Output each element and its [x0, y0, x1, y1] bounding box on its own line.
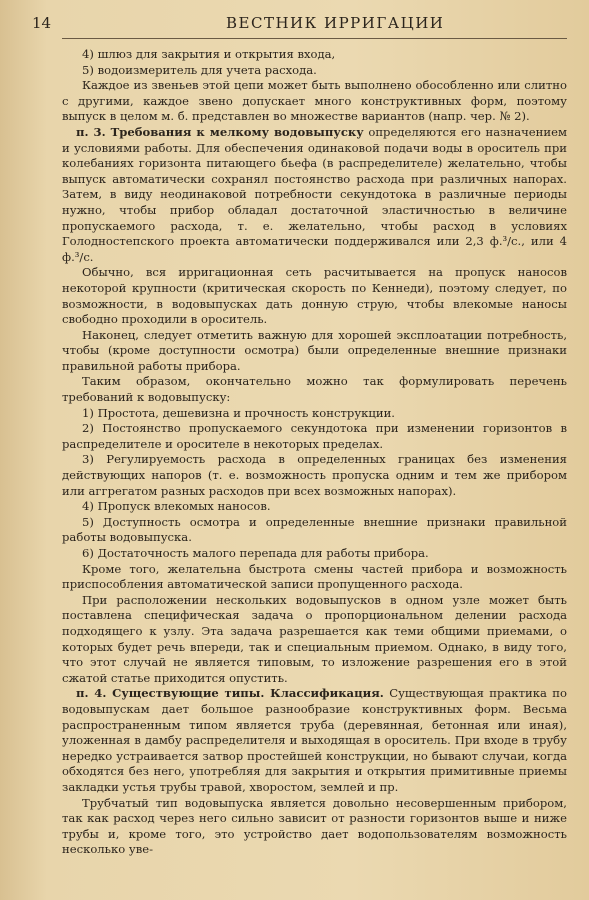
page-number: 14: [32, 14, 52, 32]
paragraph: [62, 78, 567, 125]
paragraph: [62, 796, 567, 858]
paragraph: [62, 562, 567, 593]
paragraph-text: определяются его назначением и условиями работы. Для обеспечения одинаковой подачи воды в ороситель при колебаниях горизонта питающего бьефа (в распределителе) желательно, чтобы выпуск автоматически сохранял постоянство расхода при различных напорах. Затем, в виду неодинаковой потребности секундотока в различные периоды нужно, чтобы прибор обладал достаточной эластичностью в величине пропускаемого расхода, т. е. желательно, чтобы расход в условиях Голодностепского проекта автоматически поддерживался или 2,3 ф.³/с., или 4 ф.³/с.: [62, 124, 567, 264]
list-item: [62, 546, 567, 562]
list-item: [62, 452, 567, 499]
journal-title: ВЕСТНИК ИРРИГАЦИИ: [226, 14, 445, 32]
paragraph-text: Обычно, вся ирригационная сеть расчитывается на пропуск наносов некоторой крупности (критическая скорость по Кеннеди), поэтому следует, по возможности, в водовыпусках дать донную струю, чтобы влекомые наносы свободно проходили в ороситель.: [62, 265, 567, 327]
section-paragraph: [62, 125, 567, 265]
paragraph: [62, 593, 567, 687]
list-item: [62, 499, 567, 515]
paragraph-text: Каждое из звеньев этой цепи может быть выполнено обособленно или слитно с другими, каждое звено допускает много конструктивных форм, поэтому выпуск в целом м. б. представлен во множестве вариантов (напр. чер. № 2).: [62, 78, 567, 124]
paragraph-text: Существующая практика по водовыпускам дает большое разнообразие конструктивных форм. Весьма распространенным типом является труба (деревянная, бетонная или иная), уложенная в дамбу распределителя и выходящая в ороситель. При входе в трубу нередко устраивается затвор простейшей конструкции, но бывают случаи, когда обходятся без него, употребляя для закрытия и открытия примитивные приемы закладки устья трубы травой, хворостом, землей и пр.: [62, 686, 567, 794]
paragraph-text: 5) Доступность осмотра и определенные внешние признаки правильной работы водовыпуска.: [62, 514, 567, 545]
article-body: [62, 47, 567, 858]
paragraph-text: 4) шлюз для закрытия и открытия входа,: [82, 47, 336, 61]
paragraph: [62, 265, 567, 327]
paragraph-text: 2) Постоянство пропускаемого секундотока при изменении горизонтов в распределителе и оросителе в некоторых пределах.: [62, 421, 567, 451]
paragraph-text: 4) Пропуск влекомых наносов.: [82, 499, 271, 514]
paragraph-text: Наконец, следует отметить важную для хорошей эксплоатации потребность, чтобы (кроме доступности осмотра) были определенные внешние признаки правильной работы прибора.: [62, 327, 567, 373]
list-item: [62, 406, 567, 422]
paragraph-text: При расположении нескольких водовыпусков в одном узле может быть поставлена специфическая задача о пропорциональном делении расхода подходящего к узлу. Эта задача разрешается как теми общими приемами, о которых будет речь впереди, так и специальным приемом. Однако, в виду того, что этот случай не является типовым, то изложение разрешения его в этой сжатой статье приходится опустить.: [62, 592, 567, 685]
list-item: [62, 47, 567, 63]
paragraph: [62, 374, 567, 405]
paragraph-text: 1) Простота, дешевизна и прочность конструкции.: [82, 405, 395, 420]
paragraph-text: Таким образом, окончательно можно так формулировать перечень требований к водовыпуску:: [62, 374, 567, 405]
section-paragraph: [62, 686, 567, 795]
list-item: [62, 515, 567, 546]
section-title: п. 4. Существующие типы. Классификация.: [76, 686, 384, 701]
paragraph-text: 3) Регулируемость расхода в определенных границах без изменения действующих напоров (т. е. возможность пропуска одним и тем же прибором или аггрегатом разных расходов при всех возможных напорах).: [62, 452, 567, 498]
paragraph-text: Кроме того, желательна быстрота смены частей прибора и возможность приспособления автоматической записи пропущенного расхода.: [62, 561, 567, 592]
paragraph: [62, 328, 567, 375]
list-item: [62, 63, 567, 79]
section-title: п. 3. Требования к мелкому водовыпуску: [76, 124, 364, 139]
paragraph-text: Трубчатый тип водовыпуска является довольно несовершенным прибором, так как расход через него сильно зависит от разности горизонтов выше и ниже трубы и, кроме того, это устройство дает водопользователям возможность несколько уве-: [62, 795, 567, 857]
list-item: [62, 421, 567, 452]
paragraph-text: 6) Достаточность малого перепада для работы прибора.: [82, 546, 429, 560]
paragraph-text: 5) водоизмеритель для учета расхода.: [82, 62, 317, 77]
page-header: [32, 14, 567, 39]
